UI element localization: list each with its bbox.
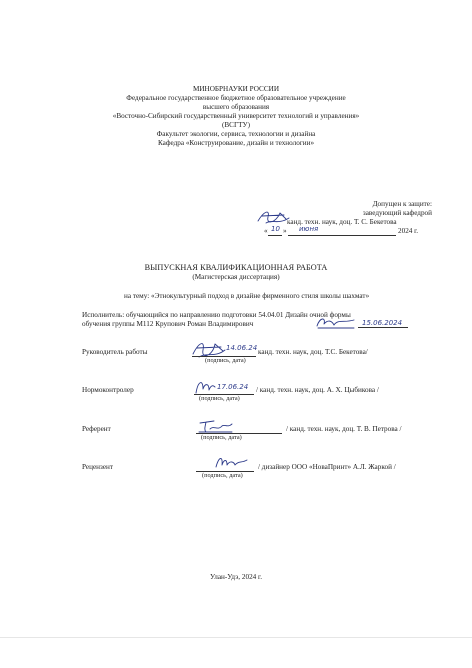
norm-controller-signature-caption: (подпись, дата) (199, 395, 240, 402)
work-title: ВЫПУСКНАЯ КВАЛИФИКАЦИОННАЯ РАБОТА (144, 263, 328, 272)
head-of-department-name: канд. техн. наук, доц. Т. С. Бекетова (287, 218, 397, 226)
institution-line-2: высшего образования (202, 103, 270, 111)
norm-controller-handwritten-date (216, 380, 252, 392)
signature-role-supervisor: Руководитель работы (82, 348, 148, 356)
referent-signature (196, 415, 236, 435)
referent-credentials: / канд. техн. наук, доц. Т. В. Петрова / (286, 425, 402, 433)
date-month-underline (288, 235, 396, 236)
svg-text:15.06.2024: 15.06.2024 (362, 319, 403, 327)
work-topic: на тему: «Этнокультурный подход в дизайне фирменного стиля школы шахмат» (124, 292, 370, 300)
svg-text:июня: июня (299, 225, 319, 233)
signature-role-norm-controller: Нормоконтролер (82, 386, 134, 394)
date-day-underline (268, 235, 282, 236)
faculty-name: Факультет экологии, сервиса, технологии и дизайна (156, 130, 316, 138)
referent-signature-caption: (подпись, дата) (201, 434, 242, 441)
executor-date-underline (358, 327, 408, 328)
work-subtitle: (Магистерская диссертация) (192, 273, 280, 281)
ministry-name: МИНОБРНАУКИ РОССИИ (192, 85, 280, 93)
executor-line-1: Исполнитель: обучающийся по направлению подготовки 54.04.01 Дизайн очной формы (82, 311, 351, 319)
svg-text:10: 10 (271, 225, 280, 233)
reviewer-signature-caption: (подпись, дата) (202, 472, 243, 479)
admitted-to-defense: Допущен к защите: (372, 200, 432, 208)
place-and-year: Улан-Удэ, 2024 г. (210, 573, 262, 581)
university-name: «Восточно-Сибирский государственный университет технологий и управления» (112, 112, 360, 120)
university-abbreviation: (ВСГТУ) (221, 121, 250, 129)
signature-role-referent: Референт (82, 425, 111, 433)
approval-date-open-quote: « (264, 227, 268, 235)
approval-date-month (297, 223, 337, 233)
executor-line-2: обучения группы М112 Крупович Роман Владимирович (82, 320, 254, 328)
reviewer-credentials: / дизайнер ООО «НоваПринт» А.Л. Жаркой / (258, 463, 396, 471)
supervisor-handwritten-date (225, 341, 261, 353)
approval-year: 2024 г. (398, 227, 419, 235)
executor-signature (314, 313, 358, 331)
norm-controller-credentials: / канд. техн. наук, доц. А. Х. Цыбикова / (256, 386, 379, 394)
svg-text:17.06.24: 17.06.24 (217, 383, 249, 391)
page-bottom-edge (0, 637, 472, 638)
institution-line-1: Федеральное государственное бюджетное образовательное учреждение (126, 94, 346, 102)
supervisor-signature-caption: (подпись, дата) (205, 357, 246, 364)
supervisor-credentials: канд. техн. наук, доц. Т.С. Бекетова/ (258, 348, 368, 356)
svg-text:14.06.24: 14.06.24 (226, 344, 258, 352)
head-of-department-title: заведующий кафедрой (362, 209, 432, 217)
department-name: Кафедра «Конструирование, дизайн и технологии» (157, 139, 315, 147)
reviewer-signature (213, 453, 253, 471)
signature-role-reviewer: Рецензент (82, 463, 113, 471)
approval-date-close-quote: » (283, 227, 287, 235)
